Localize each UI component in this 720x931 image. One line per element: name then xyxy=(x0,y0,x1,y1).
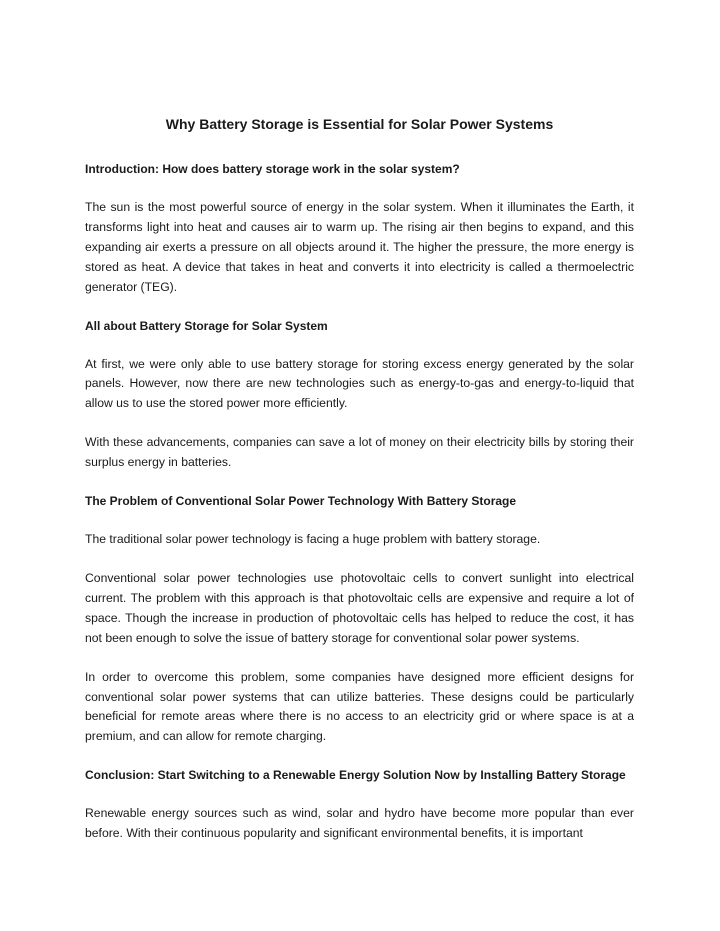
paragraph: At first, we were only able to use battery storage for storing excess energy generated by the solar panels. However, now there are new technologies such as energy-to-gas and energy-to-liquid that allow us to use the stored power more efficiently. xyxy=(85,356,634,411)
section-heading: All about Battery Storage for Solar System xyxy=(85,318,328,333)
section-introduction xyxy=(85,160,634,298)
paragraph: In order to overcome this problem, some companies have designed more efficient designs for conventional solar power systems that can utilize batteries. These designs could be particularly beneficial for remote areas where there is no access to an electricity grid or where space is at a premium, and can allow for remote charging. xyxy=(85,669,634,744)
paragraph: The traditional solar power technology is facing a huge problem with battery storage. xyxy=(85,532,541,547)
paragraph: Renewable energy sources such as wind, solar and hydro have become more popular than ever before. With their continuous popularity and significant environmental benefits, it is important xyxy=(85,806,634,841)
section-battery-storage xyxy=(85,317,634,474)
section-problem xyxy=(85,492,634,747)
document-title: Why Battery Storage is Essential for Solar Power Systems xyxy=(165,116,554,132)
paragraph: The sun is the most powerful source of energy in the solar system. When it illuminates the Earth, it transforms light into heat and causes air to warm up. The rising air then begins to expand, and this expanding air exerts a pressure on all objects around it. The higher the pressure, the more energy is stored as heat. A device that takes in heat and converts it into electricity is called a thermoelectric generator (TEG). xyxy=(85,200,634,294)
section-conclusion xyxy=(85,766,634,844)
section-heading: The Problem of Conventional Solar Power Technology With Battery Storage xyxy=(85,494,517,509)
section-heading: Conclusion: Start Switching to a Renewable Energy Solution Now by Installing Battery Storage xyxy=(85,768,626,783)
document-page xyxy=(85,114,634,863)
section-heading: Introduction: How does battery storage work in the solar system? xyxy=(85,162,460,176)
paragraph: With these advancements, companies can save a lot of money on their electricity bills by storing their surplus energy in batteries. xyxy=(85,435,634,470)
paragraph: Conventional solar power technologies use photovoltaic cells to convert sunlight into electrical current. The problem with this approach is that photovoltaic cells are expensive and require a lot of space. Though the increase in production of photovoltaic cells has helped to reduce the cost, it has not been enough to solve the issue of battery storage for conventional solar power systems. xyxy=(85,570,634,645)
